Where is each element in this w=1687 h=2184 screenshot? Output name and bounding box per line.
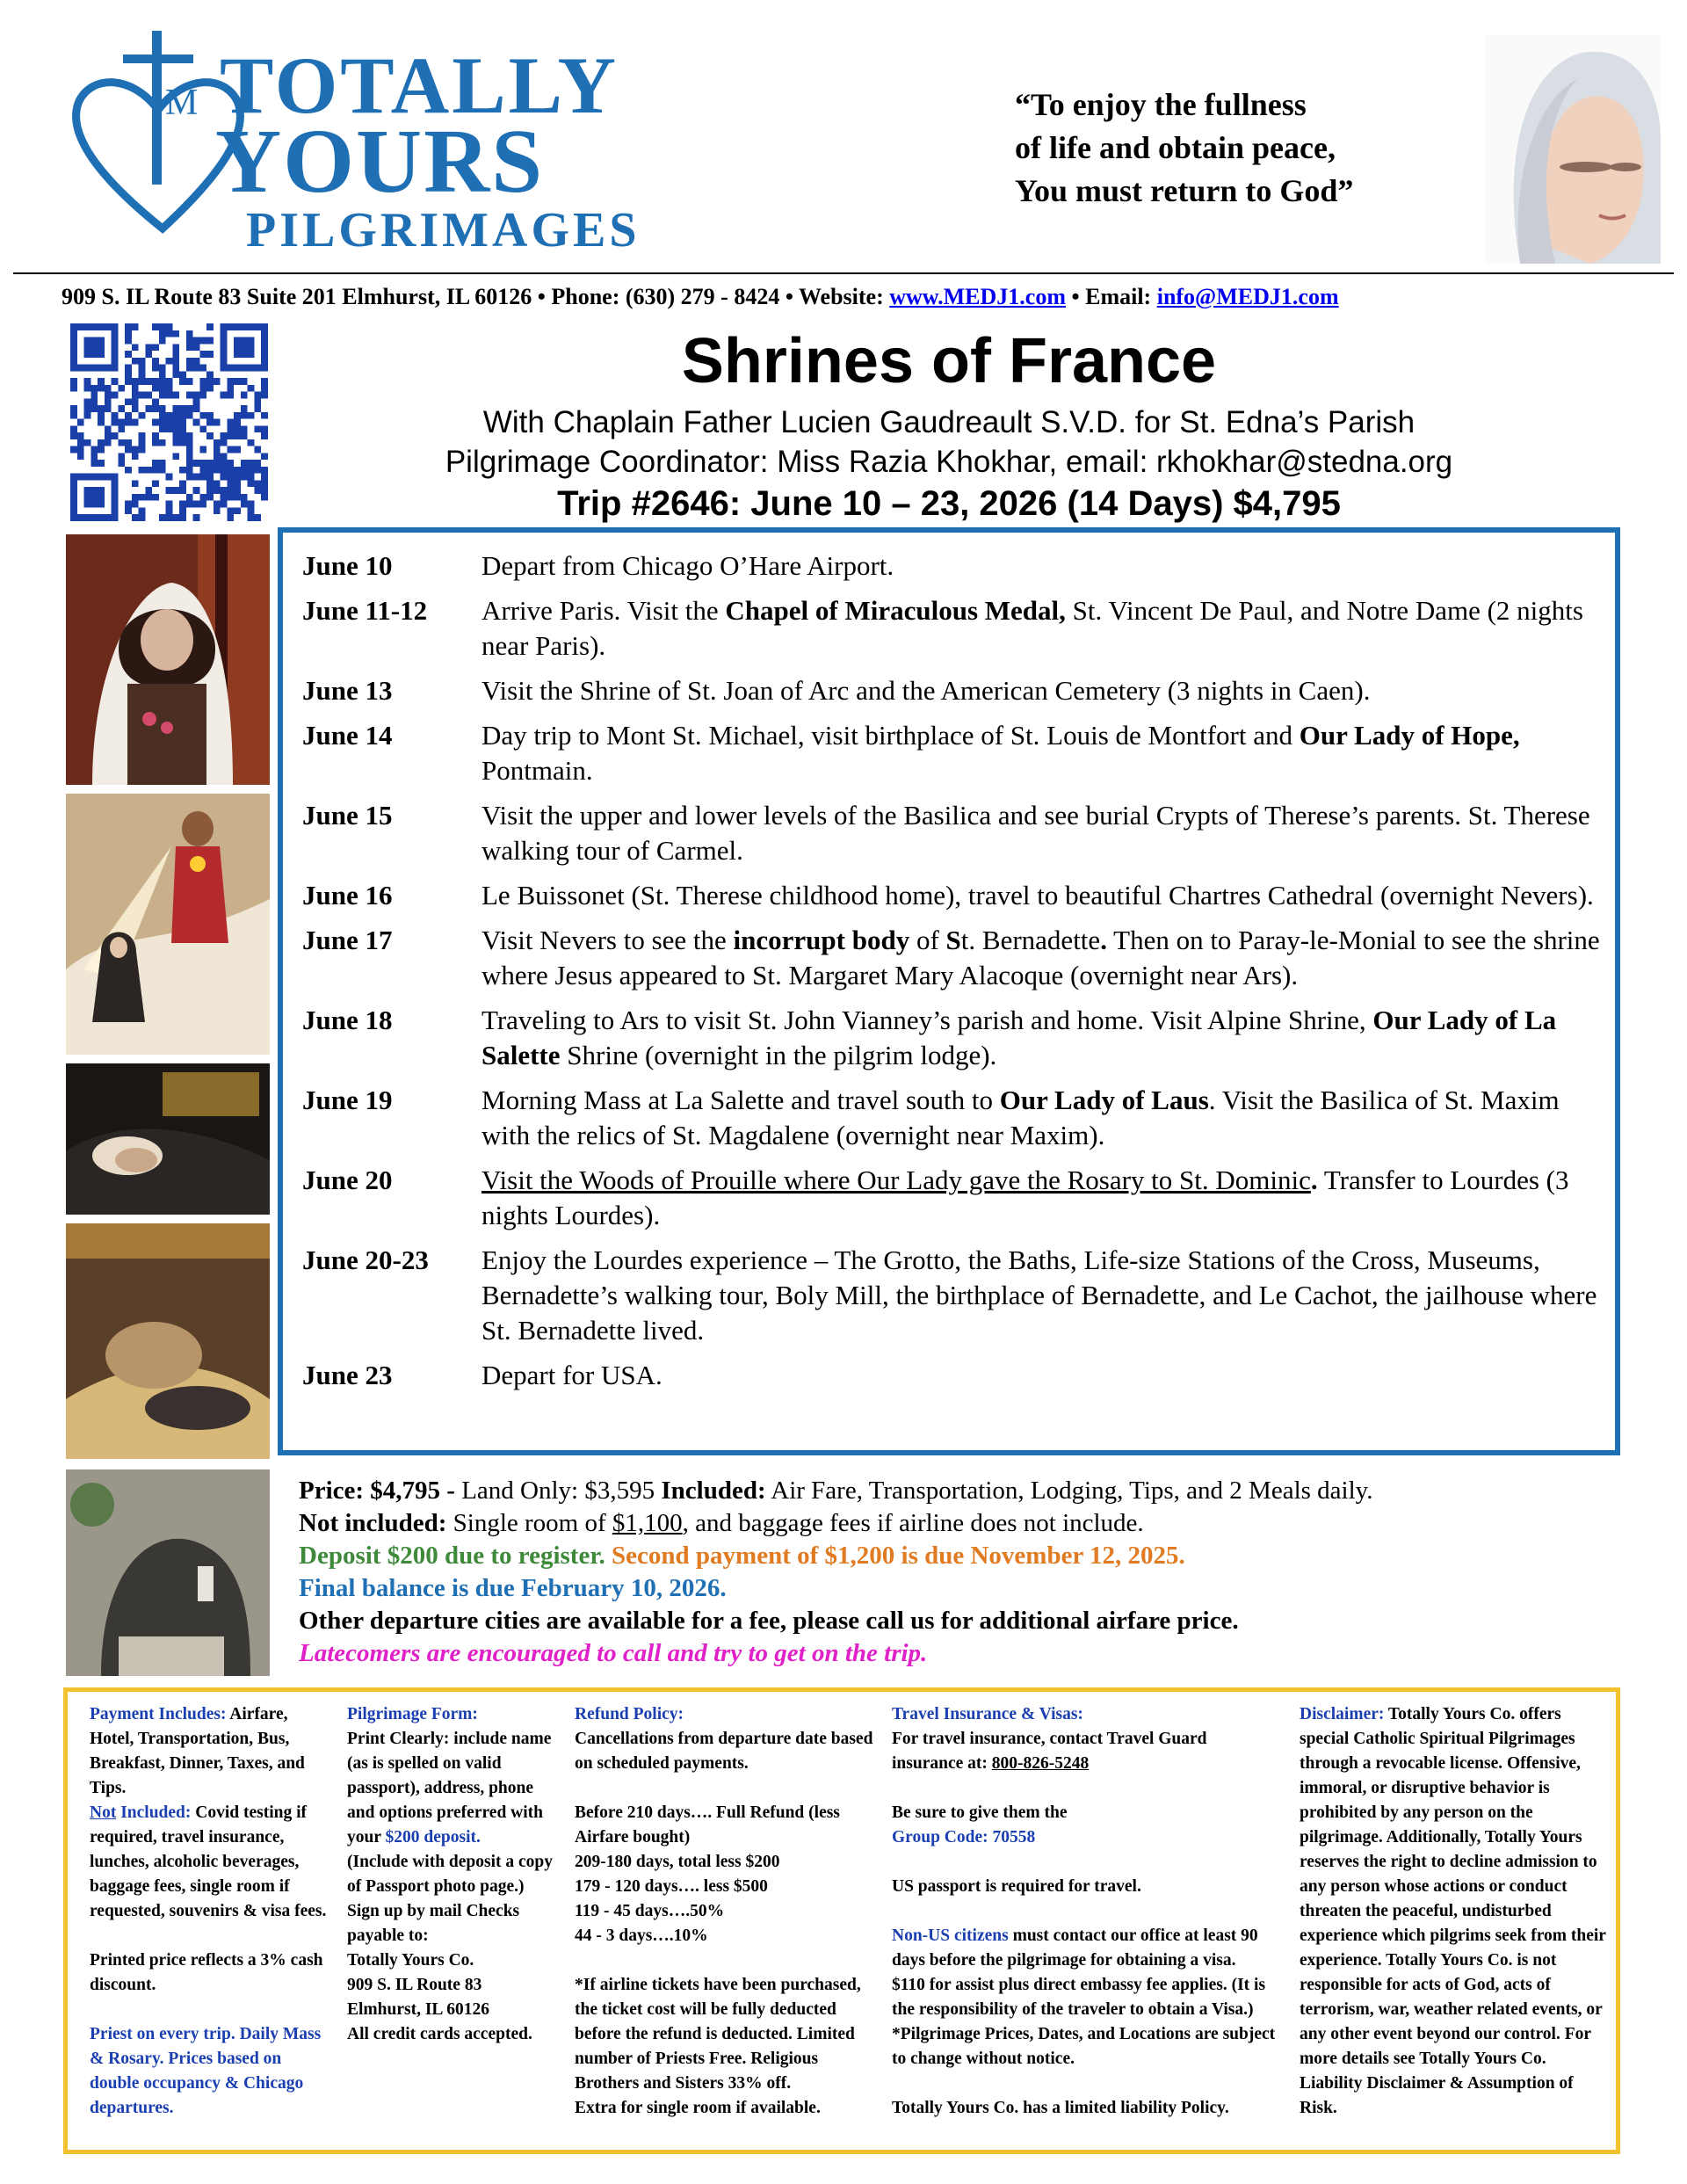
- itinerary-date: June 13: [302, 675, 393, 706]
- form-address-line: 909 S. IL Route 83: [347, 1976, 482, 1994]
- email-label: • Email:: [1071, 284, 1152, 309]
- itinerary-text: Day trip to Mont St. Michael, visit birthplace of St. Louis de Montfort and: [481, 720, 1300, 751]
- insurance-text: For travel insurance, contact Travel Guard insurance at:: [892, 1730, 1207, 1773]
- second-payment-text: Second payment of $1,200 is due November 12, 2025.: [605, 1542, 1185, 1570]
- itinerary-row: [302, 1003, 1611, 1073]
- latecomers-text: Latecomers are encouraged to call and try to get on the trip.: [299, 1639, 928, 1667]
- included-label: Included:: [116, 1803, 192, 1822]
- itinerary-text: incorrupt body: [733, 925, 910, 955]
- itinerary-text: Traveling to Ars to visit St. John Vianney’s parish and home. Visit Alpine Shrine,: [481, 1005, 1373, 1035]
- itinerary-row: [302, 1243, 1611, 1348]
- disclaimer-text: Totally Yours Co. offers special Catholic Spiritual Pilgrimages through a revocable license. Offensive, immoral, or disruptive behavior is prohibited by any person on the pilgrimage. Additionally, Totally Yours reserves the right to decline admission to any person whose actions or conduct threaten the peaceful, undisturbed experience which pilgrims seek from their experience. Totally Yours Co. is not responsible for acts of God, acts of terrorism, war, weather related events, or any other event beyond our control. For more details see Totally Yours Co. Liability Disclaimer & Assumption of Risk.: [1300, 1705, 1606, 2117]
- itinerary-text: t. Bernadette: [960, 925, 1101, 955]
- price-label: Price: $4,795 -: [299, 1477, 455, 1505]
- itinerary-date: June 10: [302, 550, 393, 581]
- refund-line: 209-180 days, total less $200: [575, 1853, 780, 1871]
- nonus-label: Non-US citizens: [892, 1926, 1009, 1945]
- itinerary-text: S: [945, 925, 961, 955]
- saint-relic-photo: [66, 1223, 270, 1459]
- itinerary-text: Chapel of Miraculous Medal,: [725, 595, 1066, 626]
- itinerary-description: [481, 548, 1611, 584]
- form-text: (Include with deposit a copy of Passport photo page.): [347, 1853, 554, 1896]
- pilgrimage-form-column: [347, 1702, 562, 2047]
- itinerary-text: Then on to Paray-le-Monial to see the shrine where Jesus appeared to St. Margaret Mary Alacoque (overnight near Ars).: [481, 925, 1600, 990]
- included-text: Air Fare, Transportation, Lodging, Tips, and 2 Meals daily.: [765, 1477, 1373, 1505]
- refund-policy-column: [575, 1702, 878, 2121]
- itinerary-row: [302, 878, 1611, 913]
- group-intro: Be sure to give them the: [892, 1803, 1068, 1822]
- form-address-line: All credit cards accepted.: [347, 2025, 532, 2043]
- itinerary-text: Depart for USA.: [481, 1360, 662, 1390]
- itinerary-text: Arrive Paris. Visit the: [481, 595, 726, 626]
- header-quote: [1015, 83, 1472, 213]
- refund-intro: Cancellations from departure date based on scheduled payments.: [575, 1730, 873, 1773]
- totally-yours-logo: [62, 26, 677, 264]
- svg-text:M: M: [165, 83, 199, 123]
- page-title: Shrines of France: [681, 326, 1217, 396]
- itinerary-row: [302, 923, 1611, 993]
- single-room-price: $1,100: [612, 1509, 683, 1537]
- not-included-text: Single room of: [446, 1509, 612, 1537]
- itinerary-text: . Visit the Basilica of St. Maxim with the relics of St. Magdalene (overnight near Maxim).: [481, 1085, 1560, 1150]
- payment-schedule: [299, 1540, 1617, 1572]
- itinerary-description: [481, 593, 1611, 664]
- sacred-heart-painting: [66, 794, 270, 1055]
- itinerary-text: Transfer to Lourdes (3 nights Lourdes).: [481, 1165, 1569, 1230]
- itinerary-description: [481, 923, 1611, 993]
- payment-column: [90, 1702, 327, 2121]
- price-line: [299, 1475, 1617, 1507]
- visa-fee-text: $110 for assist plus direct embassy fee applies. (It is the responsibility of the traveler to obtain a Visa.) *Pilgrimage Prices, Dates, and Locations are subject to change without notice.: [892, 1976, 1276, 2068]
- itinerary-text: Visit the upper and lower levels of the Basilica and see burial Crypts of Therese’s parents. St. Therese walking tour of Carmel.: [481, 800, 1590, 866]
- itinerary-description: [481, 1083, 1611, 1153]
- itinerary-text: Depart from Chicago O’Hare Airport.: [481, 550, 894, 581]
- form-text: Sign up by mail Checks payable to:: [347, 1902, 520, 1945]
- form-label: Pilgrimage Form:: [347, 1705, 478, 1723]
- payment-text: Airfare, Hotel, Transportation, Bus, Breakfast, Dinner, Taxes, and Tips.: [90, 1705, 305, 1797]
- itinerary-text: St. Vincent De Paul, and Notre Dame (2 nights near Paris).: [481, 595, 1583, 661]
- itinerary-text: Enjoy the Lourdes experience – The Grotto, the Baths, Life-size Stations of the Cross, Museums, Bernadette’s walking tour, Boly Mill, the birthplace of Bernadette, and Le Cachot, the jailhouse where St. Bernadette lived.: [481, 1244, 1597, 1346]
- itinerary-row: [302, 548, 1611, 584]
- refund-label: Refund Policy:: [575, 1705, 684, 1723]
- itinerary-text: .: [1100, 925, 1107, 955]
- form-address-line: Elmhurst, IL 60126: [347, 2000, 489, 2019]
- itinerary-row: [302, 673, 1611, 708]
- deposit-text: Deposit $200 due to register.: [299, 1542, 605, 1570]
- itinerary-description: [481, 798, 1611, 868]
- address-text: 909 S. IL Route 83 Suite 201 Elmhurst, IL 60126: [62, 284, 532, 309]
- itinerary-date: June 20-23: [302, 1244, 429, 1275]
- itinerary-date: June 11-12: [302, 595, 428, 626]
- quote-line: You must return to God”: [1015, 173, 1354, 208]
- insurance-phone[interactable]: 800-826-5248: [991, 1754, 1090, 1773]
- not-included-label: Not included:: [299, 1509, 447, 1537]
- itinerary-row: [302, 718, 1611, 788]
- virgin-mary-portrait: [1485, 35, 1661, 264]
- priest-text: Priest on every trip. Daily Mass & Rosary. Prices based on double occupancy & Chicago departures.: [90, 2025, 322, 2117]
- svg-text:YOURS: YOURS: [215, 111, 545, 212]
- itinerary-date: June 23: [302, 1360, 393, 1390]
- group-code: Group Code: 70558: [892, 1828, 1036, 1847]
- itinerary-date: June 18: [302, 1005, 393, 1035]
- itinerary-text: Morning Mass at La Salette and travel south to: [481, 1085, 1000, 1115]
- nonus-text: must contact our office at least 90 days before the pilgrimage for obtaining a visa.: [892, 1926, 1258, 1970]
- itinerary-text: .: [1310, 1165, 1318, 1195]
- refund-extra: Extra for single room if available.: [575, 2099, 821, 2117]
- incorrupt-body-photo: [66, 1063, 270, 1215]
- payment-label: Payment Includes:: [90, 1705, 227, 1723]
- itinerary-row: [302, 798, 1611, 868]
- itinerary-text: of: [909, 925, 946, 955]
- refund-line: 179 - 120 days…. less $500: [575, 1877, 768, 1896]
- itinerary-text: Shrine (overnight in the pilgrim lodge).: [560, 1040, 997, 1070]
- itinerary-date: June 15: [302, 800, 393, 831]
- price-details: [299, 1475, 1617, 1670]
- itinerary-text: Pontmain.: [481, 755, 593, 786]
- not-included-text: Covid testing if required, travel insurance, lunches, alcoholic beverages, baggage fees, single room if requested, souvenirs & visa fees.: [90, 1803, 327, 1920]
- passport-text: US passport is required for travel.: [892, 1877, 1141, 1896]
- website-label: • Website:: [785, 284, 884, 309]
- lourdes-grotto-photo: [66, 1469, 270, 1676]
- included-label: Included:: [661, 1477, 766, 1505]
- refund-line: Before 210 days…. Full Refund (less Airfare bought): [575, 1803, 840, 1847]
- itinerary-box: [278, 527, 1620, 1455]
- quote-line: of life and obtain peace,: [1015, 130, 1336, 165]
- itinerary-text: Le Buissonet (St. Therese childhood home), travel to beautiful Chartres Cathedral (overnight Nevers).: [481, 880, 1594, 911]
- other-cities-text: Other departure cities are available for a fee, please call us for additional airfare price.: [299, 1607, 1239, 1635]
- itinerary-text: Our Lady of La Salette: [481, 1005, 1557, 1070]
- disclaimer-column: [1300, 1702, 1607, 2121]
- final-balance-text: Final balance is due February 10, 2026.: [299, 1574, 727, 1602]
- refund-line: 44 - 3 days….10%: [575, 1926, 708, 1945]
- itinerary-list: [302, 548, 1611, 1403]
- itinerary-description: [481, 1243, 1611, 1348]
- qr-code[interactable]: [70, 323, 268, 521]
- svg-text:TOTALLY: TOTALLY: [220, 40, 619, 130]
- itinerary-date: June 17: [302, 925, 393, 955]
- disclaimer-label: Disclaimer:: [1300, 1705, 1385, 1723]
- form-text: Print Clearly: include name (as is spelled on valid passport), address, phone and options preferred with your: [347, 1730, 552, 1847]
- itinerary-date: June 20: [302, 1165, 393, 1195]
- itinerary-description: [481, 673, 1611, 708]
- st-therese-photo: [66, 534, 270, 785]
- itinerary-date: June 14: [302, 720, 393, 751]
- email-link[interactable]: info@MEDJ1.com: [1156, 284, 1339, 309]
- insurance-label: Travel Insurance & Visas:: [892, 1705, 1083, 1723]
- itinerary-description: [481, 1358, 1611, 1393]
- policy-box: [63, 1687, 1620, 2154]
- insurance-visas-column: [892, 1702, 1278, 2121]
- coordinator-line: Pilgrimage Coordinator: Miss Razia Khokhar, email: rkhokhar@stedna.org: [445, 445, 1453, 479]
- not-included-line: [299, 1507, 1617, 1540]
- itinerary-date: June 16: [302, 880, 393, 911]
- form-address-line: Totally Yours Co.: [347, 1951, 474, 1970]
- itinerary-text: Our Lady of Laus: [999, 1085, 1209, 1115]
- itinerary-description: [481, 878, 1611, 913]
- quote-line: “To enjoy the fullness: [1015, 87, 1307, 122]
- itinerary-row: [302, 1163, 1611, 1233]
- itinerary-description: [481, 1003, 1611, 1073]
- refund-line: 119 - 45 days….50%: [575, 1902, 725, 1920]
- header-divider: [13, 272, 1674, 274]
- itinerary-text: Our Lady of Hope,: [1299, 720, 1520, 751]
- contact-bar: [62, 284, 1669, 310]
- printed-price-text: Printed price reflects a 3% cash discount.: [90, 1951, 323, 1994]
- trip-line: Trip #2646: June 10 – 23, 2026 (14 Days) $4,795: [557, 484, 1341, 523]
- itinerary-text: Visit the Woods of Prouille where Our Lady gave the Rosary to St. Dominic: [481, 1165, 1311, 1195]
- svg-text:PILGRIMAGES: PILGRIMAGES: [246, 203, 641, 258]
- itinerary-row: [302, 1358, 1611, 1393]
- form-deposit: $200 deposit.: [385, 1828, 481, 1847]
- itinerary-text: Visit Nevers to see the: [481, 925, 734, 955]
- itinerary-row: [302, 593, 1611, 664]
- not-label: Not: [90, 1803, 117, 1822]
- itinerary-date: June 19: [302, 1085, 393, 1115]
- liability-text: Totally Yours Co. has a limited liability Policy.: [892, 2099, 1229, 2117]
- chaplain-line: With Chaplain Father Lucien Gaudreault S.V.D. for St. Edna’s Parish: [482, 405, 1415, 439]
- refund-note: *If airline tickets have been purchased, the ticket cost will be fully deducted before the refund is deducted. Limited number of Priests Free. Religious Brothers and Sisters 33% off.: [575, 1976, 861, 2093]
- itinerary-description: [481, 1163, 1611, 1233]
- itinerary-description: [481, 718, 1611, 788]
- not-included-text: , and baggage fees if airline does not include.: [682, 1509, 1144, 1537]
- land-only: Land Only: $3,595: [454, 1477, 662, 1505]
- phone-text: • Phone: (630) 279 - 8424: [537, 284, 780, 309]
- itinerary-row: [302, 1083, 1611, 1153]
- itinerary-text: Visit the Shrine of St. Joan of Arc and the American Cemetery (3 nights in Caen).: [481, 675, 1371, 706]
- website-link[interactable]: www.MEDJ1.com: [889, 284, 1066, 309]
